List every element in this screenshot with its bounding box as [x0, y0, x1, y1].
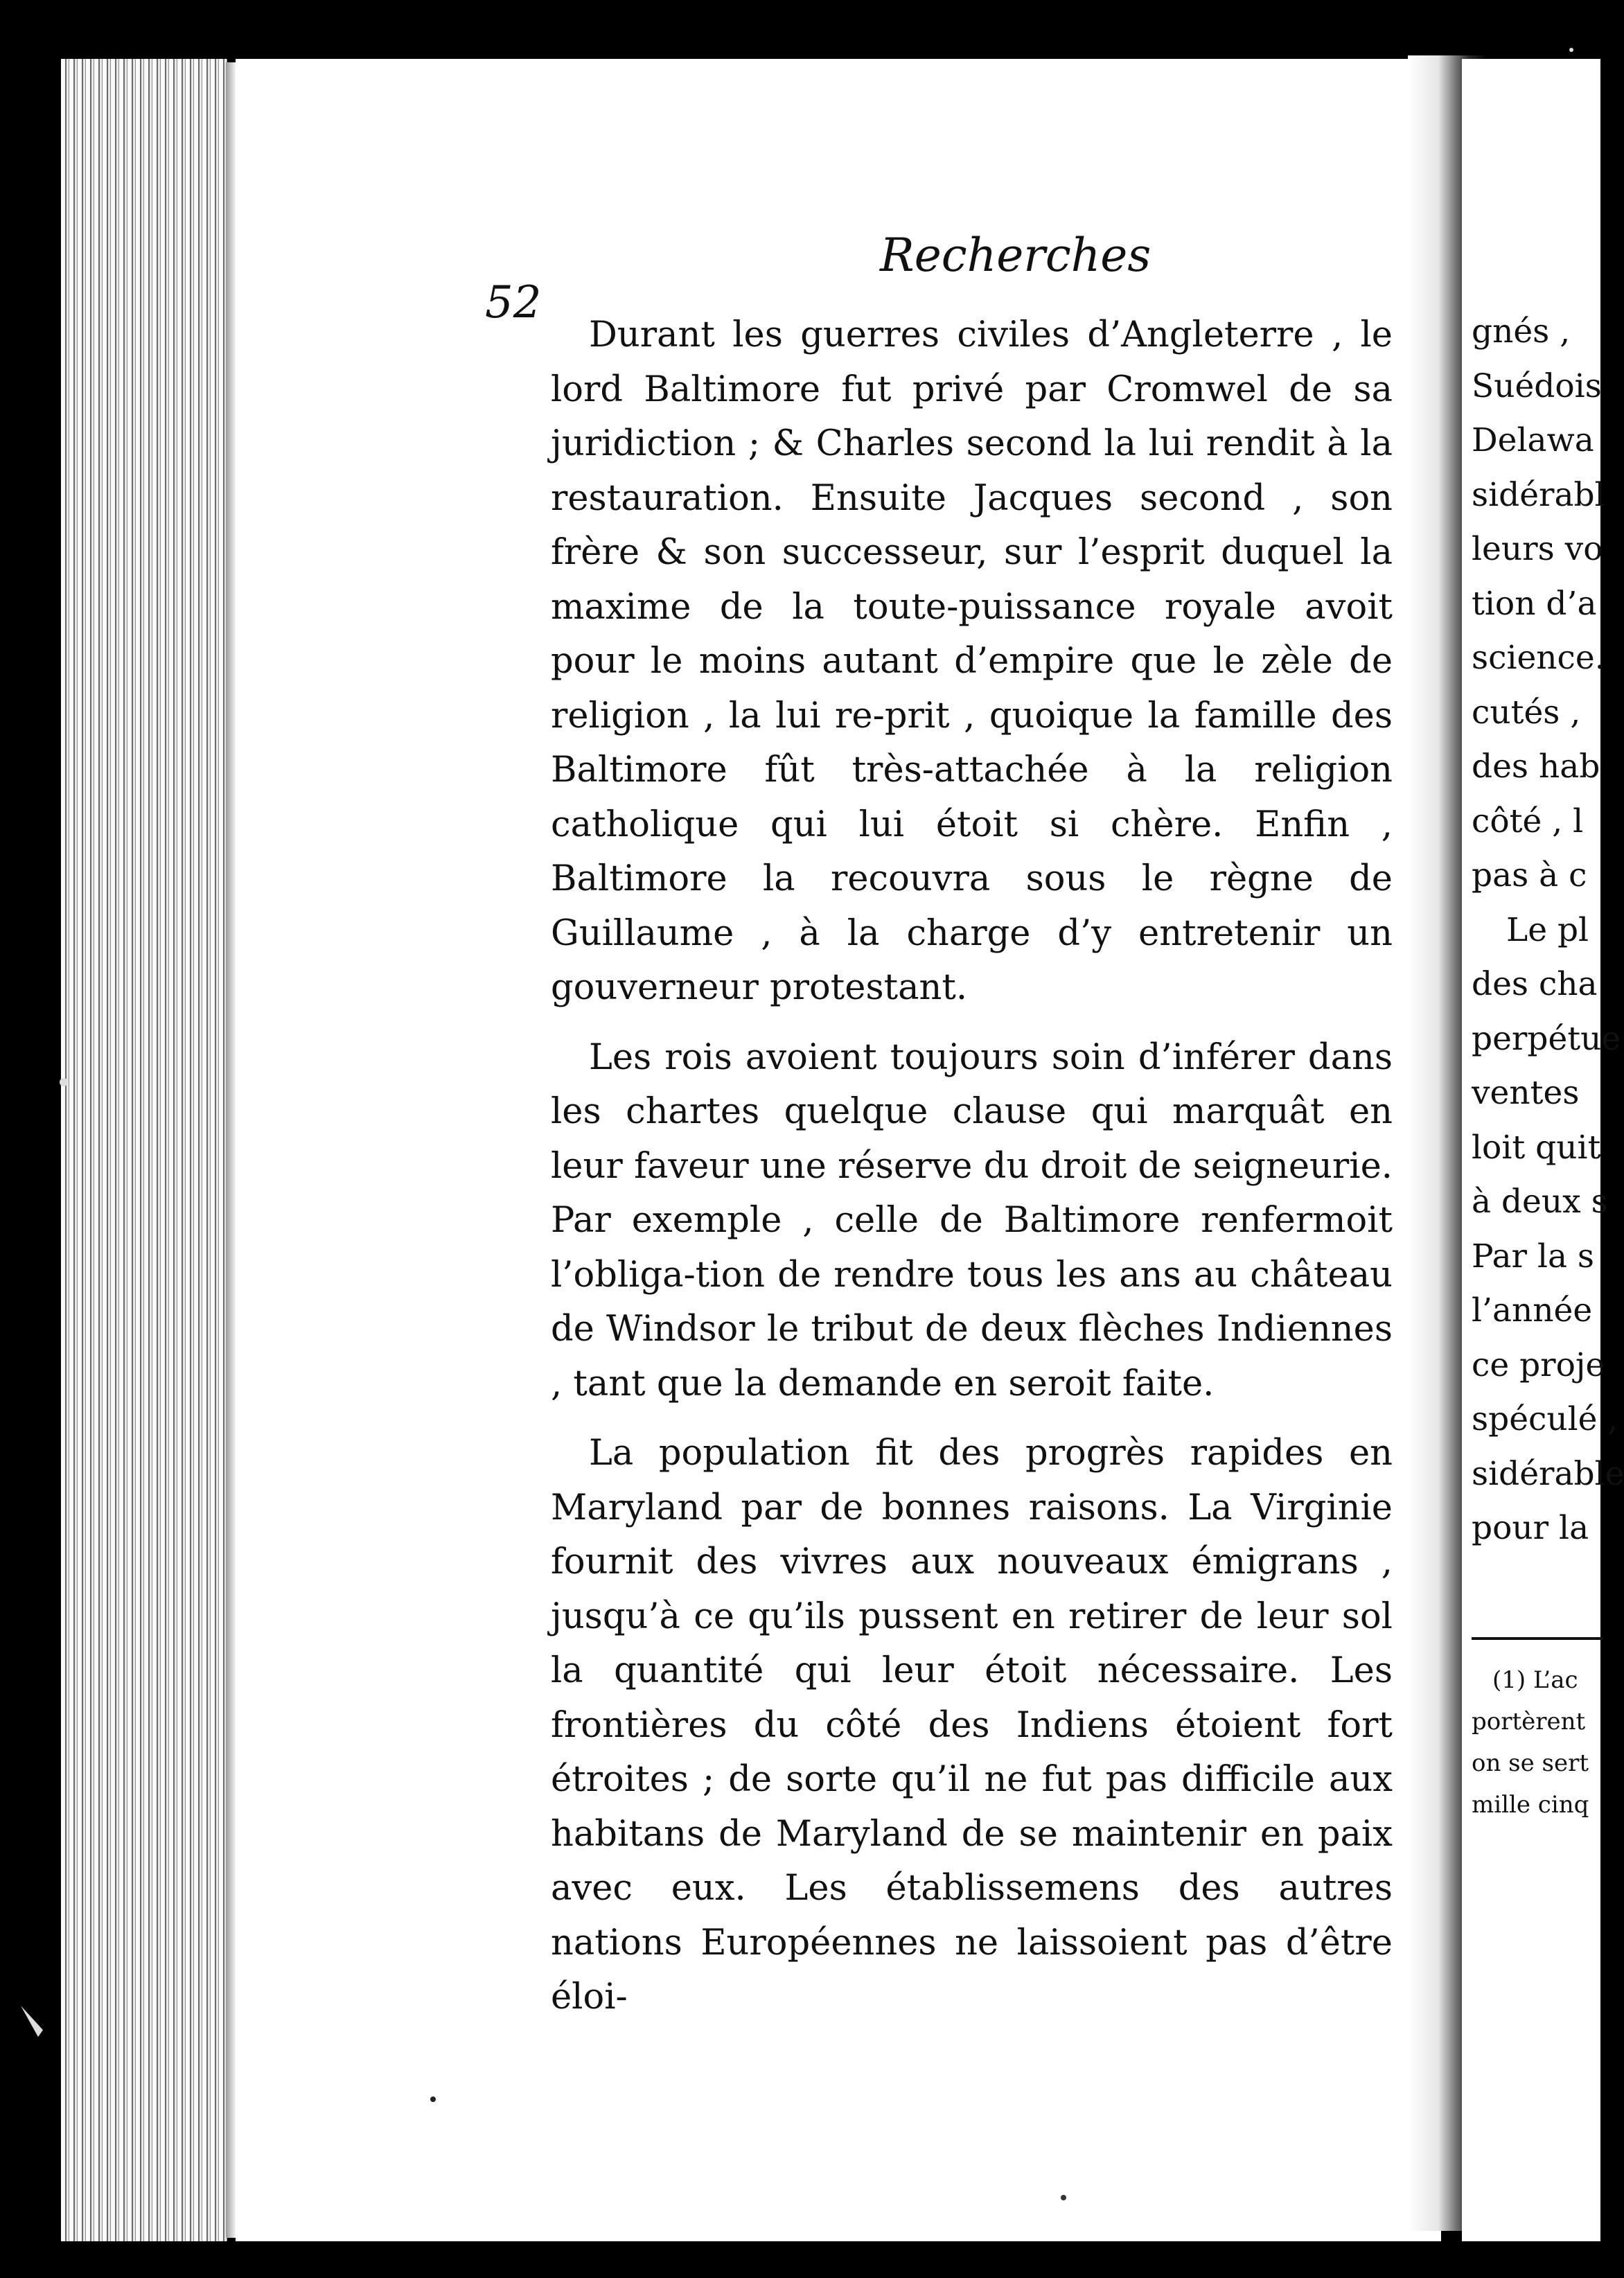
facing-line: spéculé , — [1472, 1400, 1618, 1438]
facing-line: pour la — [1472, 1509, 1589, 1547]
facing-line: Suédois — [1472, 367, 1602, 405]
running-title: Recherches — [880, 229, 1151, 282]
footnote-line: on se sert — [1472, 1749, 1589, 1777]
facing-page — [1462, 59, 1624, 2241]
footnote-line: (1) L’ac — [1492, 1666, 1578, 1694]
page-edge-shadow — [226, 62, 236, 2238]
footnote-line: mille cinq — [1472, 1791, 1589, 1819]
facing-line: sidérabl — [1472, 475, 1605, 514]
facing-line: ventes — [1472, 1074, 1580, 1112]
page-header — [485, 229, 1151, 328]
page-number: 52 — [485, 277, 542, 328]
facing-line: à deux s — [1472, 1183, 1608, 1221]
facing-footnotes — [1472, 1659, 1610, 1826]
facing-line: pas à c — [1472, 856, 1587, 894]
facing-line: science. — [1472, 639, 1605, 677]
facing-line: côté , l — [1472, 802, 1584, 840]
facing-line: Le pl — [1506, 910, 1589, 949]
facing-page-text — [1472, 305, 1624, 1556]
facing-line: cutés , — [1472, 693, 1581, 732]
footnote-rule — [1472, 1637, 1603, 1640]
facing-line: l’année — [1472, 1291, 1593, 1330]
body-text — [551, 308, 1393, 2040]
paragraph: La population fit des progrès rapides en Maryland par de bonnes raisons. La Virginie fournit des vivres aux nouveaux émigrans , jusqu’à ce qu’ils pussent en retirer de leur sol la quantité qui leur étoit nécessaire. Les frontières du côté des Indiens étoient fort étroites ; de sorte qu’il ne fut pas difficile aux habitans de Maryland de se maintenir en paix avec eux. Les établissemens des autres nations Européennes ne laissoient pas d’être éloi- — [551, 1433, 1393, 2017]
facing-line: leurs vo — [1472, 530, 1603, 568]
facing-line: des cha — [1472, 965, 1598, 1003]
facing-line: Delawa — [1472, 421, 1594, 459]
facing-line: ce proje — [1472, 1345, 1605, 1384]
facing-line: Par la s — [1472, 1237, 1595, 1275]
facing-line: perpétue — [1472, 1019, 1621, 1058]
paragraph: Les rois avoient toujours soin d’inférer dans les chartes quelque clause qui marquât en leur faveur une réserve du droit de seigneurie. Par exemple , celle de Baltimore renfermoit l’obliga-tion de rendre tous les ans au château de Windsor le tribut de deux flèches Indiennes , tant que la demande en seroit faite. — [551, 1036, 1393, 1404]
facing-line: loit quit — [1472, 1128, 1601, 1167]
paragraph: Durant les guerres civiles d’Angleterre , le lord Baltimore fut privé par Cromwel de sa juridiction ; & Charles second la lui rendit à la restauration. Ensuite Jacques second , son frère & son successeur, sur l’esprit duquel la maxime de la toute-puissance royale avoit pour le moins autant d’empire que le zèle de religion , la lui re-prit , quoique la famille des Baltimore fût très-attachée à la religion catholique qui lui étoit si chère. Enfin , Baltimore la recouvra sous le règne de Guillaume , à la charge d’y entretenir un gouverneur protestant. — [551, 315, 1393, 1008]
facing-line: gnés , — [1472, 312, 1571, 351]
facing-line: des hab — [1472, 748, 1600, 786]
page-edges — [61, 59, 227, 2241]
facing-line: tion d’a — [1472, 584, 1597, 623]
facing-line: sidérable — [1472, 1454, 1624, 1493]
footnote-line: portèrent — [1472, 1708, 1586, 1736]
